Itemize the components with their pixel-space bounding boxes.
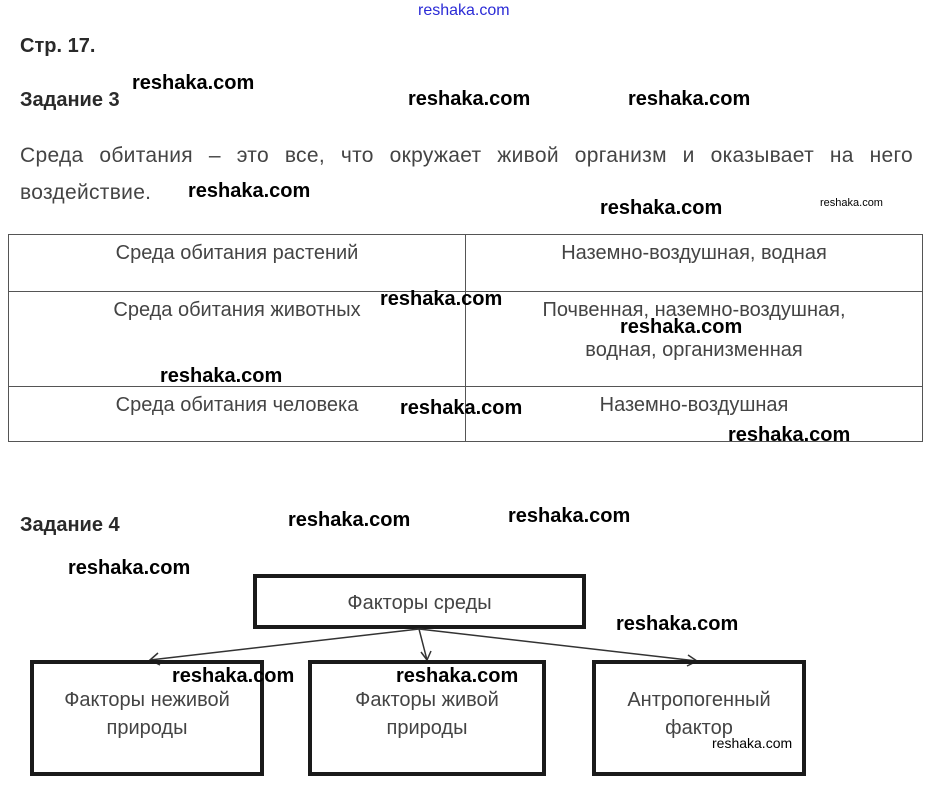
watermark: reshaka.com: [616, 613, 739, 635]
task3-title: Задание 3: [20, 89, 120, 111]
watermark: reshaka.com: [508, 505, 631, 527]
diagram-box-label: фактор: [665, 717, 733, 739]
arrow-line-left: [150, 629, 419, 660]
watermark: reshaka.com: [400, 397, 523, 419]
diagram-box-label: Антропогенный: [627, 689, 771, 711]
watermark: reshaka.com: [628, 88, 751, 110]
watermark: reshaka.com: [600, 197, 723, 219]
diagram-box-label: Факторы живой: [355, 689, 499, 711]
table-cell: Среда обитания растений: [9, 235, 466, 292]
watermark: reshaka.com: [408, 88, 531, 110]
watermark: reshaka.com: [188, 180, 311, 202]
task3-paragraph-line2: воздействие.: [20, 181, 152, 204]
table-cell: Наземно-воздушная: [466, 387, 923, 442]
page-header: Стр. 17.: [20, 35, 96, 57]
task3-paragraph-line1: Среда обитания – это все, что окружает живой организм и оказывает на него: [20, 144, 913, 167]
watermark: reshaka.com: [820, 197, 883, 209]
watermark: reshaka.com: [396, 665, 519, 687]
watermark-top: reshaka.com: [418, 2, 510, 19]
task4-title: Задание 4: [20, 514, 120, 536]
table-cell-line: водная, организменная: [585, 339, 803, 361]
diagram-box-label: природы: [106, 717, 188, 739]
watermark: reshaka.com: [68, 557, 191, 579]
diagram-box-label: природы: [386, 717, 468, 739]
watermark: reshaka.com: [712, 735, 793, 751]
table-cell: Среда обитания человека: [9, 387, 466, 442]
watermark: reshaka.com: [620, 316, 743, 338]
table-cell: Среда обитания животных: [9, 292, 466, 387]
diagram-box-label: Факторы среды: [347, 592, 492, 614]
table-cell: Наземно-воздушная, водная: [466, 235, 923, 292]
diagram-box-anthropogenic: [592, 660, 806, 776]
table-cell-line: Почвенная, наземно-воздушная,: [542, 299, 846, 321]
watermark: reshaka.com: [288, 509, 411, 531]
watermark: reshaka.com: [160, 365, 283, 387]
watermark: reshaka.com: [172, 665, 295, 687]
watermark: reshaka.com: [728, 424, 851, 446]
watermark: reshaka.com: [380, 288, 503, 310]
diagram-box-label: Факторы неживой: [64, 689, 230, 711]
watermark: reshaka.com: [132, 72, 255, 94]
